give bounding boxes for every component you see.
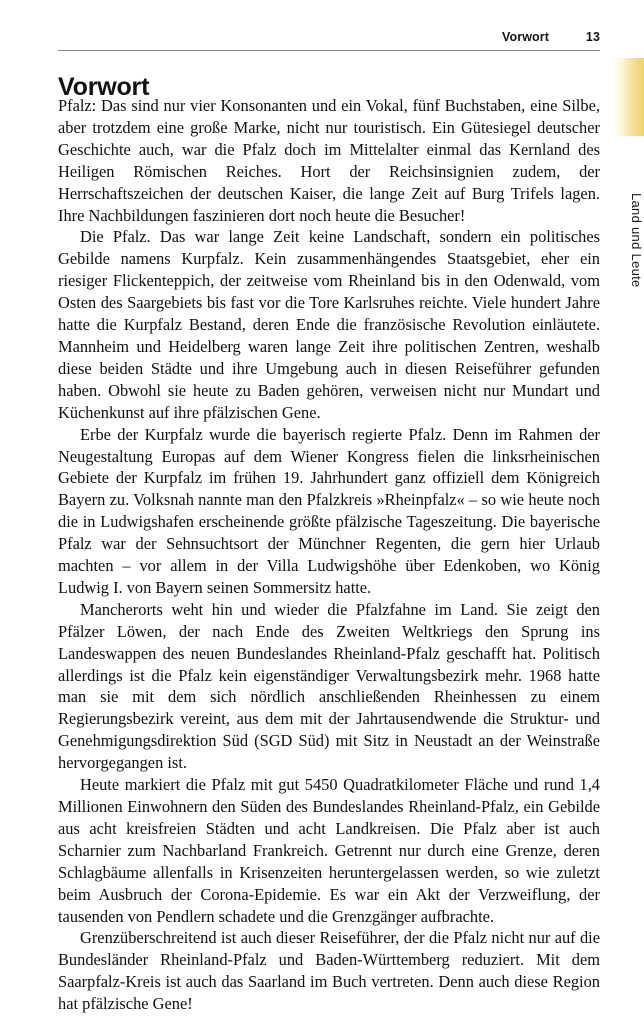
paragraph: Die Pfalz. Das war lange Zeit keine Landschaft, sondern ein politisches Gebilde namens Kurpfalz. Kein zusammenhängendes Staatsgebiet, eher ein riesiger Flickenteppich, der zeitweise vom Rheinland bis in den Odenwald, vom Osten des Saargebiets bis fast vor die Tore Karlsruhes reichte. Viele hundert Jahre hatte die Kurpfalz Bestand, deren Ende die französische Revolution einläutete. Mannheim und Heidelberg waren lange Zeit ihre politischen Zentren, weshalb diese beiden Städte und ihre Umgebung auch in diesen Reiseführer gefunden haben. Obwohl sie heute zu Baden gehören, verweisen nicht nur Mundart und Küchenkunst auf ihre pfälzischen Gene. xyxy=(58,227,600,422)
page-number: 13 xyxy=(585,30,600,44)
paragraph: Pfalz: Das sind nur vier Konsonanten und ein Vokal, fünf Buchstaben, eine Silbe, aber trotzdem eine große Marke, nicht nur touristisch. Ein Gütesiegel deutscher Geschichte auch, war die Pfalz doch im Mittelalter einmal das Kernland des Heiligen Römischen Reiches. Hort der Reichsinsignien zudem, der Herrschaftszeichen der deutschen Kaiser, die lange Zeit auf Burg Trifels lagen. Ihre Nachbildungen faszinieren dort noch heute die Besucher! xyxy=(58,96,600,225)
running-head-title: Vorwort xyxy=(502,30,549,44)
paragraph: Grenzüberschreitend ist auch dieser Reiseführer, der die Pfalz nicht nur auf die Bundesländer Rheinland-Pfalz und Baden-Württemberg reduziert. Mit dem Saarpfalz-Kreis ist auch das Saarland im Buch vertreten. Denn auch diese Region hat pfälzische Gene! xyxy=(58,928,600,1014)
section-thumb-tab-label: Land und Leute xyxy=(629,192,644,288)
paragraph: Mancherorts weht hin und wieder die Pfalzfahne im Land. Sie zeigt den Pfälzer Löwen, der nach Ende des Zweiten Weltkriegs den Sprung ins Landeswappen des neuen Bundeslandes Rheinland-Pfalz geschafft hat. Politisch allerdings ist die Pfalz kein eigenständiger Verwaltungsbezirk mehr. 1968 hatte man sie mit dem sich nördlich anschließenden Rheinhessen zu einem Regierungsbezirk vereint, aus dem mit der Jahrtausendwende die Struktur- und Genehmigungsdirektion Süd (SGD Süd) mit Sitz in Neustadt an der Weinstraße hervorgegangen ist. xyxy=(58,599,600,773)
header-divider xyxy=(58,50,600,51)
body-text xyxy=(58,95,600,1015)
paragraph: Heute markiert die Pfalz mit gut 5450 Quadratkilometer Fläche und rund 1,4 Millionen Einwohnern den Süden des Bundeslandes Rheinland-Pfalz, ein Gebilde aus acht kreisfreien Städten und acht Landkreisen. Die Pfalz aber ist auch Scharnier zum Nachbarland Frankreich. Getrennt nur durch eine Grenze, deren Schlagbäume allenfalls in Krisenzeiten heruntergelassen werden, so wie zuletzt beim Ausbruch der Corona-Epidemie. Es war ein Akt der Verzweiflung, der tausenden von Pendlern schadete und die Grenzgänger aufbrachte. xyxy=(58,775,600,926)
paragraph: Erbe der Kurpfalz wurde die bayerisch regierte Pfalz. Denn im Rahmen der Neugestaltung Europas auf dem Wiener Kongress fielen die linksrheinischen Gebiete der Kurpfalz im frühen 19. Jahrhundert ganz offiziell dem Königreich Bayern zu. Volksnah nannte man den Pfalzkreis »Rheinpfalz« – so wie heute noch die in Ludwigshafen erscheinende größte pfälzische Tageszeitung. Die bayerische Pfalz war der Sehnsuchtsort der Münchner Regenten, die gern hier Urlaub machten – vor allem in der Villa Ludwigshöhe über Edenkoben, wo König Ludwig I. von Bayern seinen Sommersitz hatte. xyxy=(58,424,600,597)
page-title: Vorwort xyxy=(58,72,150,101)
running-head xyxy=(58,30,600,44)
section-thumb-tab xyxy=(612,58,644,136)
